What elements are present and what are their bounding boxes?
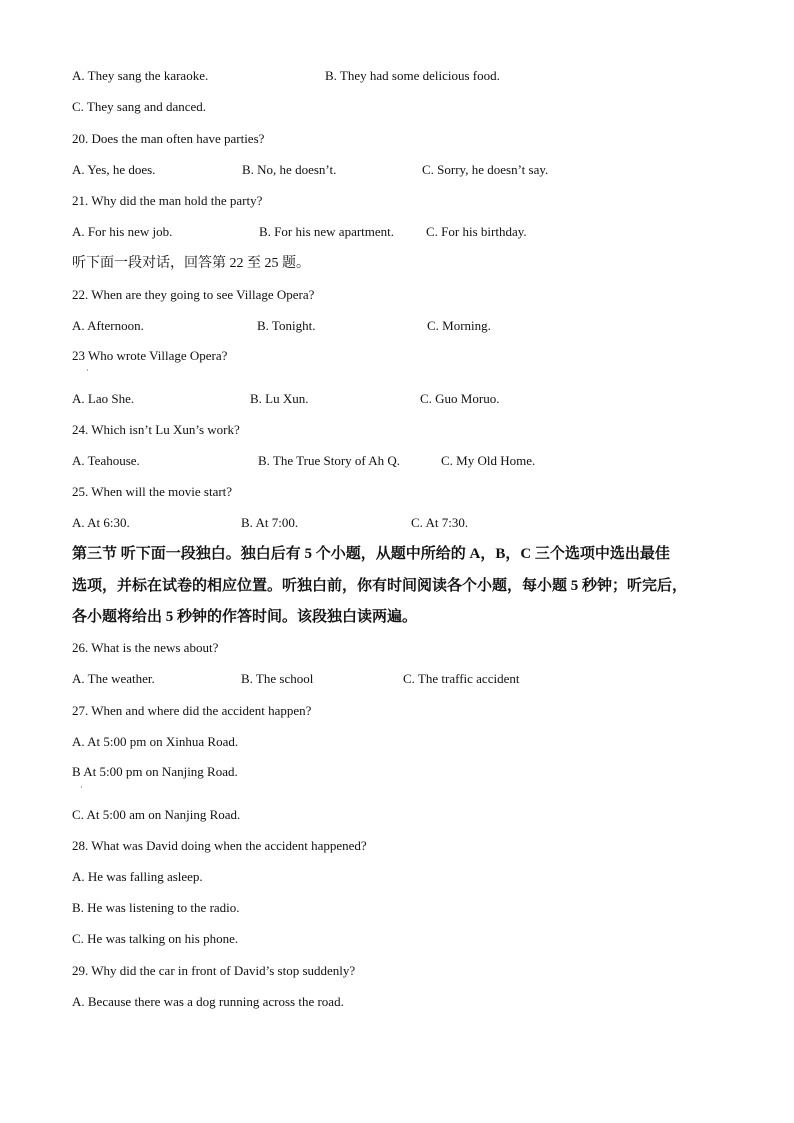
q19-option-a: A. They sang the karaoke. <box>72 68 209 83</box>
stray-dot-mark: · <box>80 783 83 792</box>
q23-question: 23 Who wrote Village Opera? <box>72 348 228 363</box>
q23-option-b: B. Lu Xun. <box>250 391 309 406</box>
q21-option-a: A. For his new job. <box>72 224 173 239</box>
section3-instruction-line1: 第三节 听下面一段独白。独白后有 5 个小题，从题中所给的 A，B，C 三个选项中选出最佳 <box>72 546 670 562</box>
q26-option-b: B. The school <box>241 671 314 686</box>
q22-option-a: A. Afternoon. <box>72 318 144 333</box>
q20-option-b: B. No, he doesn’t. <box>242 162 337 177</box>
q24-option-c: C. My Old Home. <box>441 453 536 468</box>
q27-option-c: C. At 5:00 am on Nanjing Road. <box>72 807 241 822</box>
q28-question: 28. What was David doing when the accident happened? <box>72 838 367 853</box>
q24-option-a: A. Teahouse. <box>72 453 140 468</box>
q22-option-b: B. Tonight. <box>257 318 316 333</box>
q25-option-c: C. At 7:30. <box>411 515 469 530</box>
q21-option-b: B. For his new apartment. <box>259 224 395 239</box>
q24-question: 24. Which isn’t Lu Xun’s work? <box>72 422 240 437</box>
q21-option-c: C. For his birthday. <box>426 224 527 239</box>
q28-option-a: A. He was falling asleep. <box>72 869 203 884</box>
q27-option-a: A. At 5:00 pm on Xinhua Road. <box>72 734 239 749</box>
q29-question: 29. Why did the car in front of David’s stop suddenly? <box>72 963 356 978</box>
q28-option-c: C. He was talking on his phone. <box>72 931 239 946</box>
q25-question: 25. When will the movie start? <box>72 484 233 499</box>
q25-option-a: A. At 6:30. <box>72 515 130 530</box>
section3-instruction-line2: 选项，并标在试卷的相应位置。听独白前，你有时间阅读各个小题，每小题 5 秒钟；听完后， <box>72 578 688 594</box>
section3-instruction-line3: 各小题将给出 5 秒钟的作答时间。该段独白读两遍。 <box>72 609 418 625</box>
listening-instruction: 听下面一段对话，回答第 22 至 25 题。 <box>72 256 310 271</box>
q21-question: 21. Why did the man hold the party? <box>72 193 263 208</box>
q22-option-c: C. Morning. <box>427 318 491 333</box>
q26-option-c: C. The traffic accident <box>403 671 520 686</box>
q19-option-b: B. They had some delicious food. <box>325 68 500 83</box>
q19-option-c: C. They sang and danced. <box>72 99 207 114</box>
q20-option-a: A. Yes, he does. <box>72 162 156 177</box>
q20-option-c: C. Sorry, he doesn’t say. <box>422 162 549 177</box>
q22-question: 22. When are they going to see Village Opera? <box>72 287 315 302</box>
q24-option-b: B. The True Story of Ah Q. <box>258 453 401 468</box>
q23-option-c: C. Guo Moruo. <box>420 391 500 406</box>
q27-question: 27. When and where did the accident happen? <box>72 703 312 718</box>
q25-option-b: B. At 7:00. <box>241 515 299 530</box>
q20-question: 20. Does the man often have parties? <box>72 131 265 146</box>
q26-option-a: A. The weather. <box>72 671 155 686</box>
q27-option-b: B At 5:00 pm on Nanjing Road. <box>72 764 238 779</box>
q23-option-a: A. Lao She. <box>72 391 135 406</box>
stray-dot-mark: · <box>86 366 89 375</box>
q26-question: 26. What is the news about? <box>72 640 219 655</box>
q28-option-b: B. He was listening to the radio. <box>72 900 240 915</box>
q29-option-a: A. Because there was a dog running across the road. <box>72 994 344 1009</box>
